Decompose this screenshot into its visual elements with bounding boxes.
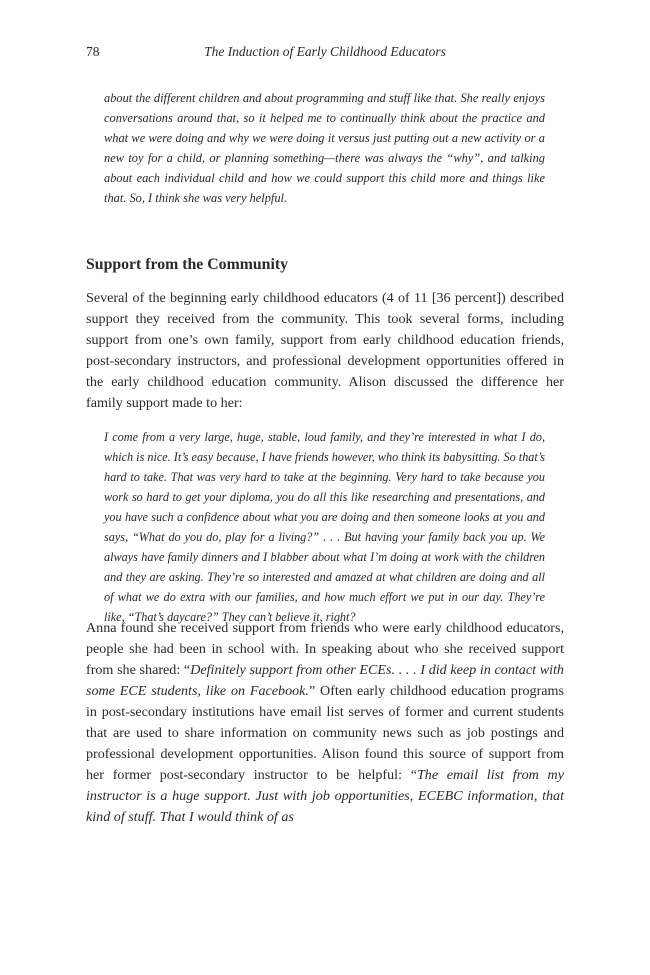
page-header bbox=[86, 44, 564, 64]
running-head: The Induction of Early Childhood Educators bbox=[204, 44, 446, 59]
body-paragraph: Several of the beginning early childhood educators (4 of 11 [36 percent]) described support they received from the community. This took several forms, including support from one’s own family, support from early childhood education friends, post-secondary instructors, and professional development opportunities offered in the early childhood education community. Alison discussed the difference her family support made to her: bbox=[86, 290, 564, 411]
paragraph-text: ” Often early childhood education programs in post-secondary institutions have email list serves of former and current students that are used to share information on community news such as job postings and professional development opportunities. Alison found this source of support from her former post-secondary instructor to be helpful: “ bbox=[86, 683, 564, 783]
page-number: 78 bbox=[86, 44, 100, 59]
body-paragraph bbox=[86, 618, 564, 828]
inline-quote: The email list from my instructor is a huge support. Just with job opportunities, ECEBC information, that kind of stuff. That I would think of as bbox=[86, 767, 564, 825]
block-quote: about the different children and about programming and stuff like that. She really enjoys conversations around that, so it helped me to continually think about the practice and what we were doing and why we were doing it versus just putting out a new activity or a new toy for a child, or planning something—there was always the “why”, and talking about each individual child and how we could support this child more and things like that. So, I think she was very helpful. bbox=[104, 91, 545, 205]
inline-quote: Definitely support from other ECEs. . . . I did keep in contact with some ECE students, like on Facebook. bbox=[86, 662, 564, 699]
section-heading: Support from the Community bbox=[86, 256, 289, 273]
paragraph-text: Anna found she received support from friends who were early childhood educators, people she had been in school with. In speaking about who she received support from she shared: “ bbox=[86, 620, 564, 678]
block-quote: I come from a very large, huge, stable, loud family, and they’re interested in what I do, which is nice. It’s easy because, I have friends however, who think its babysitting. So that’s hard to take. That was very hard to take at the beginning. Very hard to take because you work so hard to get your diploma, you do all this like researching and presentations, and you have such a confidence about what you are doing and then someone looks at you and says, “What do you do, play for a living?” . . . But having your family back you up. We always have family dinners and I blabber about what I’m doing at work with the children and they are asking. They’re so interested and amazed at what children are doing and all of what we do extra with our families, and how much effort we put in our day. They’re like, “That’s daycare?” They can’t believe it, right? bbox=[104, 430, 545, 624]
